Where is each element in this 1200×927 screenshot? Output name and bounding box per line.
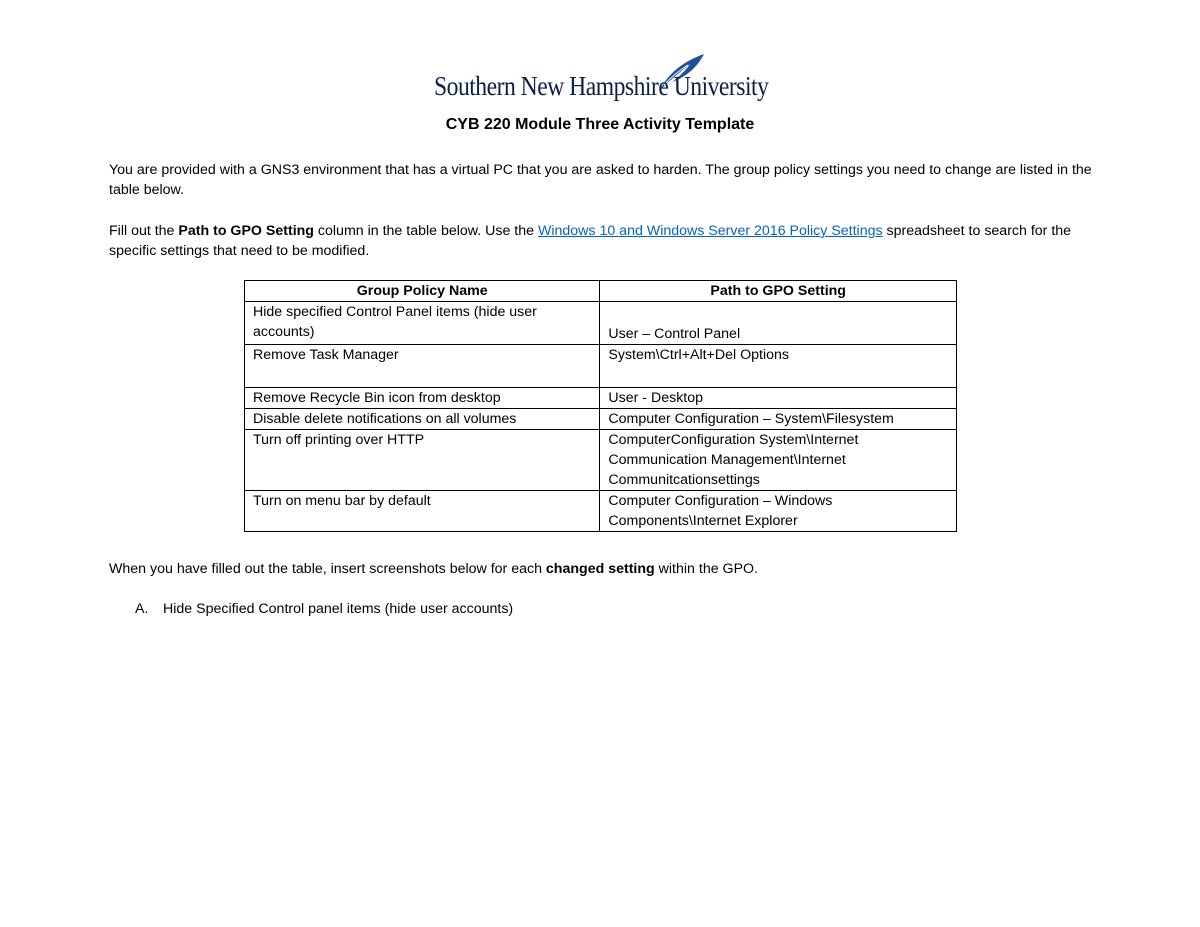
policy-name-cell: Turn on menu bar by default	[245, 491, 600, 532]
table-row	[245, 388, 957, 409]
header-path-to-gpo-setting: Path to GPO Setting	[600, 281, 957, 302]
list-marker: A.	[135, 601, 149, 617]
page-title: CYB 220 Module Three Activity Template	[445, 116, 755, 133]
policy-name-cell: Remove Recycle Bin icon from desktop	[245, 388, 600, 409]
gpo-path-cell: Computer Configuration – System\Filesystem	[600, 409, 957, 430]
instructions-suffix: spreadsheet to search for the specific settings that need to be modified.	[109, 223, 1072, 259]
table-row	[245, 302, 957, 345]
after-table-bold: changed setting	[545, 561, 655, 577]
table-row	[245, 491, 957, 532]
after-table-paragraph	[109, 559, 1099, 579]
gpo-path-cell: System\Ctrl+Alt+Del Options	[600, 345, 957, 388]
list-item-text: Hide Specified Control panel items (hide user accounts)	[163, 601, 514, 617]
intro-paragraph: You are provided with a GNS3 environment that has a virtual PC that you are asked to harden. The group policy settings you need to change are listed in the table below.	[109, 162, 1092, 198]
after-table-suffix: within the GPO.	[654, 561, 759, 577]
instructions-prefix: Fill out the	[109, 223, 179, 239]
gpo-path-cell: Computer Configuration – Windows Components\Internet Explorer	[600, 491, 957, 532]
table-row	[245, 430, 957, 491]
after-table-prefix: When you have filled out the table, insert screenshots below for each	[109, 561, 546, 577]
gpo-table	[244, 280, 957, 532]
instructions-bold-column: Path to GPO Setting	[178, 223, 314, 239]
gpo-path-cell: ComputerConfiguration System\Internet Communication Management\Internet Communitcationsettings	[600, 430, 957, 491]
instructions-paragraph	[109, 221, 1099, 261]
gpo-path-cell: User – Control Panel	[600, 302, 957, 345]
policy-name-cell: Turn off printing over HTTP	[245, 430, 600, 491]
header-group-policy-name: Group Policy Name	[245, 281, 600, 302]
policy-name-cell: Hide specified Control Panel items (hide user accounts)	[245, 302, 600, 345]
table-header-row	[245, 281, 957, 302]
list-item	[135, 599, 513, 619]
policy-name-cell: Remove Task Manager	[245, 345, 600, 388]
university-logo	[434, 52, 769, 108]
policy-settings-link[interactable]: Windows 10 and Windows Server 2016 Policy Settings	[537, 223, 883, 239]
gpo-path-cell: User - Desktop	[600, 388, 957, 409]
table-row	[245, 409, 957, 430]
policy-name-cell: Disable delete notifications on all volumes	[245, 409, 600, 430]
instructions-middle: column in the table below. Use the	[313, 223, 538, 239]
table-row	[245, 345, 957, 388]
logo-wordmark: Southern New Hampshire University	[434, 70, 769, 101]
